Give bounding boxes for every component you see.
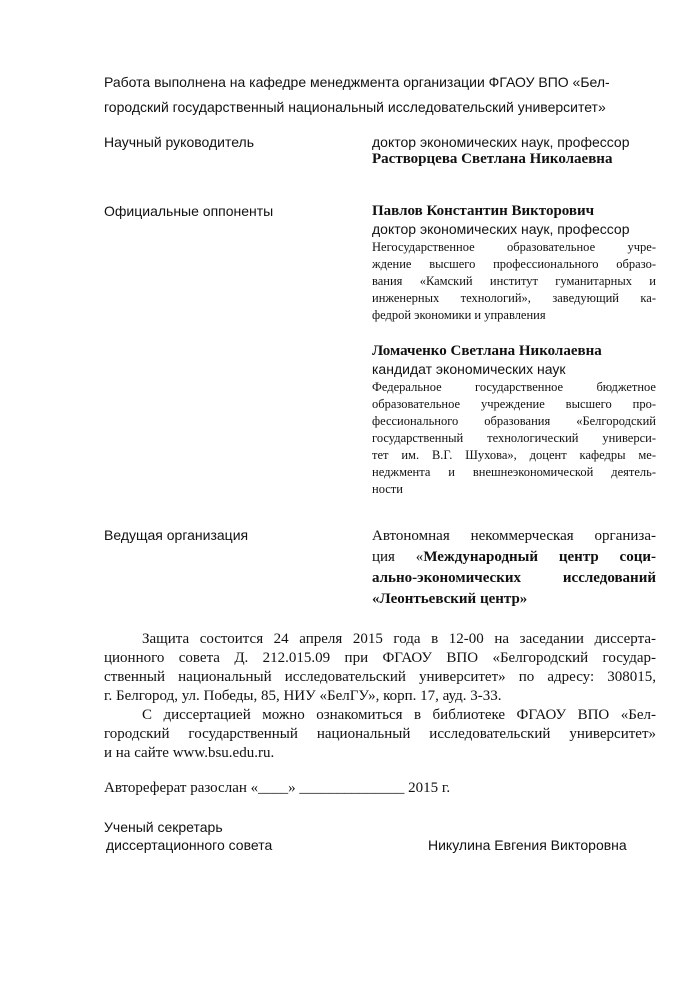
affiliation-line: инженерных технологий», заведующий ка- [372, 291, 656, 305]
leading-org-line-3: ально-экономических исследований [372, 570, 656, 586]
defense-paragraph [104, 630, 656, 706]
defense-line-3: ственный национальный исследовательский университет» по адресу: 308015, [104, 669, 656, 685]
affiliation-line: федрой экономики и управления [372, 308, 546, 322]
opponent-1-name: Павлов Константин Викторович [372, 203, 595, 219]
opponent-2-affiliation [372, 379, 656, 498]
library-line-2: городский государственный национальный исследовательский университет» [104, 726, 656, 742]
defense-line-4: г. Белгород, ул. Победы, 85, НИУ «БелГУ», корп. 17, ауд. 3-33. [104, 688, 502, 704]
supervisor-role-label: Научный руководитель [104, 134, 255, 150]
opponents-role-label: Официальные оппоненты [104, 203, 274, 219]
leading-org-role-label: Ведущая организация [104, 527, 249, 543]
leading-org-line-2-plain: ция « [372, 549, 424, 565]
header-line-2: городский государственный национальный исследовательский университет» [104, 99, 606, 115]
affiliation-line: Федеральное государственное бюджетное [372, 380, 656, 394]
affiliation-line: государственный технологический универси- [372, 431, 656, 445]
leading-org-line-1: Автономная некоммерческая организа- [372, 528, 656, 544]
affiliation-line: образовательное учреждение высшего про- [372, 397, 656, 411]
affiliation-line: ности [372, 482, 403, 496]
affiliation-line: фессионального образования «Белгородский [372, 414, 656, 428]
opponent-1-affiliation [372, 239, 656, 324]
affiliation-line: ждение высшего профессионального образо- [372, 257, 656, 271]
affiliation-line: вания «Камский институт гуманитарных и [372, 274, 656, 288]
leading-org-line-2-bold: Международный центр соци- [423, 549, 656, 565]
opponent-1-degree: доктор экономических наук, профессор [372, 221, 630, 237]
defense-line-1: Защита состоится 24 апреля 2015 года в 12-00 на заседании диссерта- [142, 631, 656, 647]
header-line-1: Работа выполнена на кафедре менеджмента организации ФГАОУ ВПО «Бел- [104, 74, 610, 90]
mailing-date: Автореферат разослан «____» ______________ 2015 г. [104, 780, 451, 796]
library-paragraph [104, 706, 656, 763]
affiliation-line: неджмента и внешнеэкономической деятель- [372, 465, 656, 479]
leading-org-text [372, 526, 656, 610]
library-line-3: и на сайте www.bsu.edu.ru. [104, 745, 275, 761]
library-line-1: С диссертацией можно ознакомиться в библиотеке ФГАОУ ВПО «Бел- [142, 707, 656, 723]
secretary-title-line-2: диссертационного совета [106, 837, 273, 853]
secretary-name: Никулина Евгения Викторовна [428, 837, 627, 853]
supervisor-name: Растворцева Светлана Николаевна [372, 151, 613, 167]
secretary-title-line-1: Ученый секретарь [104, 819, 223, 835]
opponent-2-degree: кандидат экономических наук [372, 361, 566, 377]
affiliation-line: Негосударственное образовательное учре- [372, 240, 656, 254]
leading-org-line-2 [372, 547, 656, 568]
supervisor-degree: доктор экономических наук, профессор [372, 134, 630, 150]
affiliation-line: тет им. В.Г. Шухова», доцент кафедры ме- [372, 448, 656, 462]
defense-line-2: ционного совета Д. 212.015.09 при ФГАОУ ВПО «Белгородский государ- [104, 650, 656, 666]
leading-org-line-4: «Леонтьевский центр» [372, 591, 528, 607]
opponent-2-name: Ломаченко Светлана Николаевна [372, 343, 602, 359]
